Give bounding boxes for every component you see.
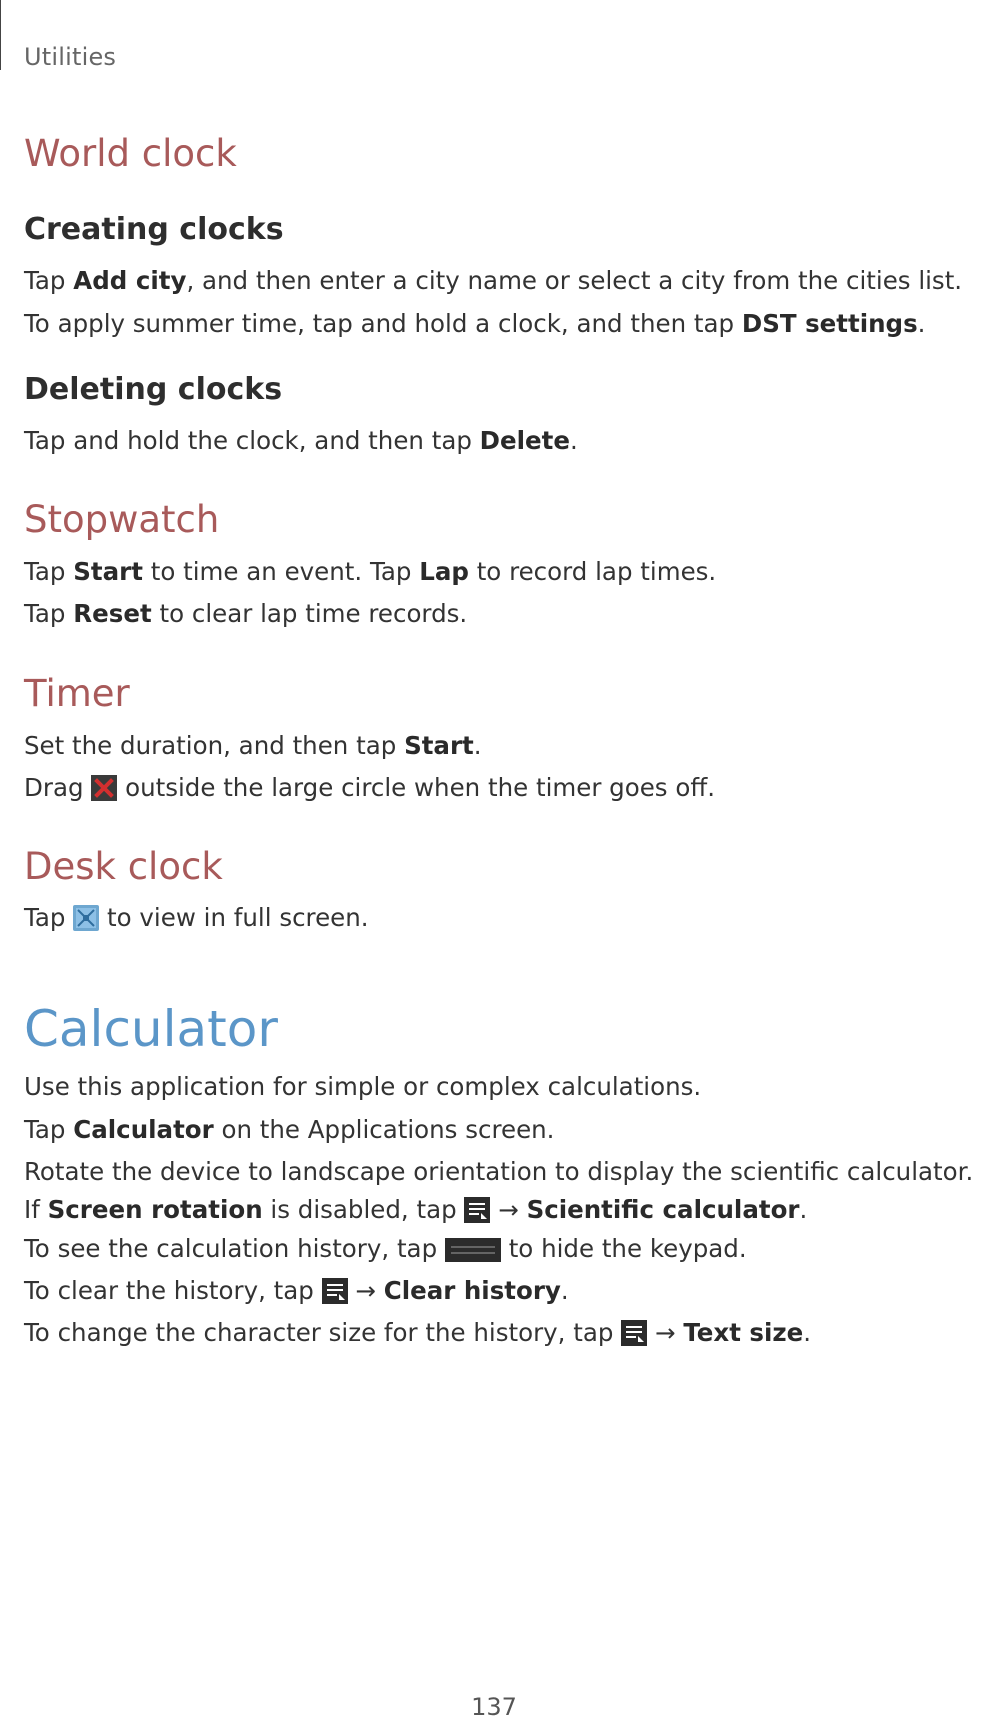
- calculator-p1: Use this application for simple or complex calculations.: [24, 1072, 702, 1101]
- creating-clocks-p2: To apply summer time, tap and hold a clock, and then tap DST settings.: [24, 309, 926, 338]
- timer-p1: Set the duration, and then tap Start.: [24, 731, 482, 760]
- deleting-clocks-heading: Deleting clocks: [24, 372, 283, 407]
- stopwatch-p1: Tap Start to time an event. Tap Lap to record lap times.: [24, 557, 717, 586]
- creating-clocks-p1: Tap Add city, and then enter a city name or select a city from the cities list.: [24, 266, 963, 295]
- menu-icon: [621, 1319, 647, 1357]
- stopwatch-title: Stopwatch: [24, 498, 220, 541]
- menu-icon: [464, 1196, 490, 1234]
- calculator-title: Calculator: [24, 1000, 278, 1058]
- page-number: 137: [471, 1693, 517, 1721]
- calculator-p5: To clear the history, tap → Clear history.: [24, 1272, 569, 1315]
- deleting-clocks-p1: Tap and hold the clock, and then tap Delete.: [24, 426, 578, 455]
- calculator-p4: To see the calculation history, tap to hide the keypad.: [24, 1230, 747, 1273]
- menu-icon: [322, 1277, 348, 1315]
- calculator-p3: Rotate the device to landscape orientation to display the scientific calculator. If Screen rotation is disabled, tap → Scientific calculator.: [24, 1153, 984, 1234]
- desk-clock-title: Desk clock: [24, 845, 223, 888]
- calculator-p2: Tap Calculator on the Applications screen.: [24, 1115, 555, 1144]
- close-icon: [91, 774, 117, 812]
- calculator-p6: To change the character size for the history, tap → Text size.: [24, 1314, 811, 1357]
- world-clock-title: World clock: [24, 132, 237, 175]
- stopwatch-p2: Tap Reset to clear lap time records.: [24, 599, 468, 628]
- timer-title: Timer: [24, 672, 130, 715]
- desk-clock-p1: Tap to view in full screen.: [24, 899, 369, 942]
- fullscreen-icon: [73, 904, 99, 942]
- keypad-hide-icon: [445, 1235, 501, 1273]
- creating-clocks-heading: Creating clocks: [24, 212, 284, 247]
- top-rule: [0, 0, 1, 70]
- timer-p2: Drag outside the large circle when the timer goes off.: [24, 769, 715, 812]
- section-label: Utilities: [24, 43, 117, 71]
